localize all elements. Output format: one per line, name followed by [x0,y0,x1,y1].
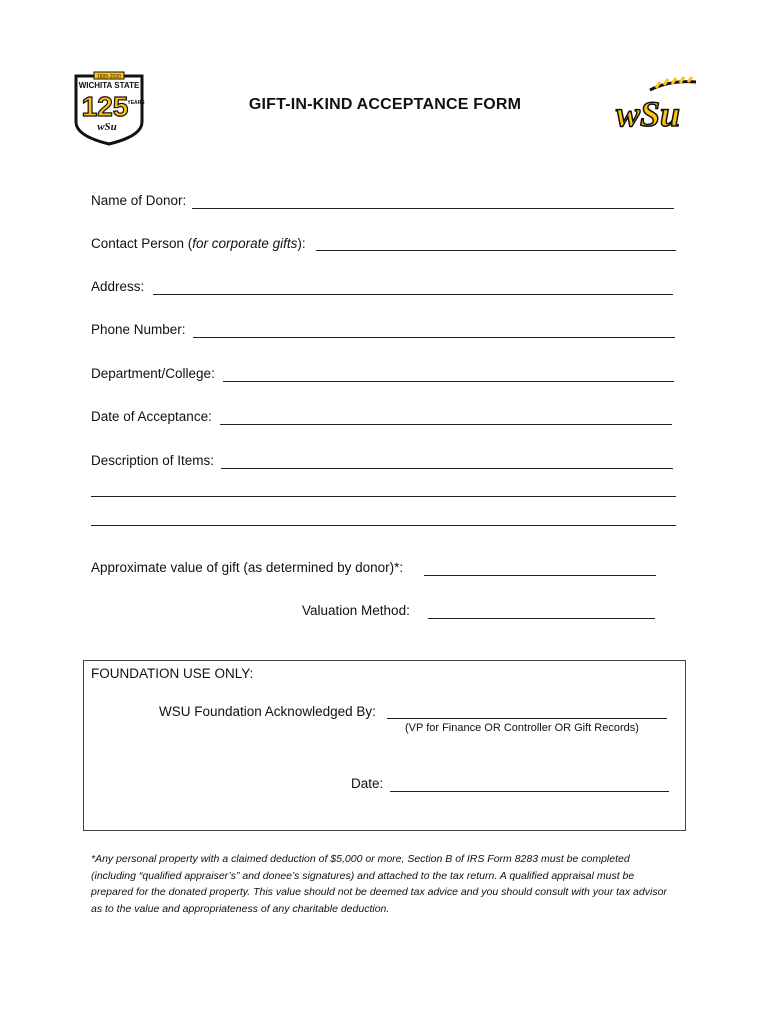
donor-name-field[interactable] [192,208,674,209]
valuation-method-field[interactable] [428,618,655,619]
acknowledged-by-label: WSU Foundation Acknowledged By: [159,704,376,719]
logo-name-text: WICHITA STATE [78,81,140,90]
page-title: GIFT-IN-KIND ACCEPTANCE FORM [248,96,522,113]
contact-person-field[interactable] [316,250,676,251]
logo-banner-text: 1895-2020 [97,74,121,80]
approx-value-field[interactable] [424,575,656,576]
foundation-use-box [83,660,686,831]
logo-side-text: YEARS [127,100,145,106]
logo-mark-text: wSu [97,121,117,133]
phone-number-label: Phone Number: [91,322,186,337]
acknowledged-by-field[interactable] [387,718,667,719]
description-label: Description of Items: [91,453,215,468]
phone-number-field[interactable] [193,337,675,338]
logo-number-text: 125 [81,91,129,122]
address-label: Address: [91,279,145,294]
contact-person-label-italic: for corporate gifts [192,236,298,251]
foundation-date-field[interactable] [390,791,669,792]
acknowledged-by-note: (VP for Finance OR Controller OR Gift Records) [405,722,639,734]
valuation-method-label: Valuation Method: [302,603,410,618]
date-of-acceptance-label: Date of Acceptance: [91,409,212,424]
address-field[interactable] [153,294,673,295]
foundation-date-label: Date: [351,776,384,791]
description-field-line-3[interactable] [91,525,676,526]
contact-person-label-prefix: Contact Person ( [91,236,193,251]
department-label: Department/College: [91,366,215,381]
approx-value-label: Approximate value of gift (as determined by donor)*: [91,560,404,575]
description-field-line-1[interactable] [221,468,673,469]
wsu-logo [600,76,700,136]
contact-person-label-suffix: ): [297,236,306,251]
donor-name-label: Name of Donor: [91,193,187,208]
date-of-acceptance-field[interactable] [220,424,672,425]
contact-person-label [91,236,306,251]
footnote: *Any personal property with a claimed deduction of $5,000 or more, Section B of IRS Form 8283 must be completed (including “qualified appraiser’s” and donee’s signatures) and attached to the tax return. A qualified appraisal must be prepared for the donated property. This value should not be deemed tax advice and you should consult with your tax advisor as to the value and appropriateness of any charitable deduction. [91,853,667,915]
description-field-line-2[interactable] [91,496,676,497]
foundation-heading: FOUNDATION USE ONLY: [91,666,254,681]
department-field[interactable] [223,381,674,382]
wsu-logo-text: wSu [615,94,681,134]
